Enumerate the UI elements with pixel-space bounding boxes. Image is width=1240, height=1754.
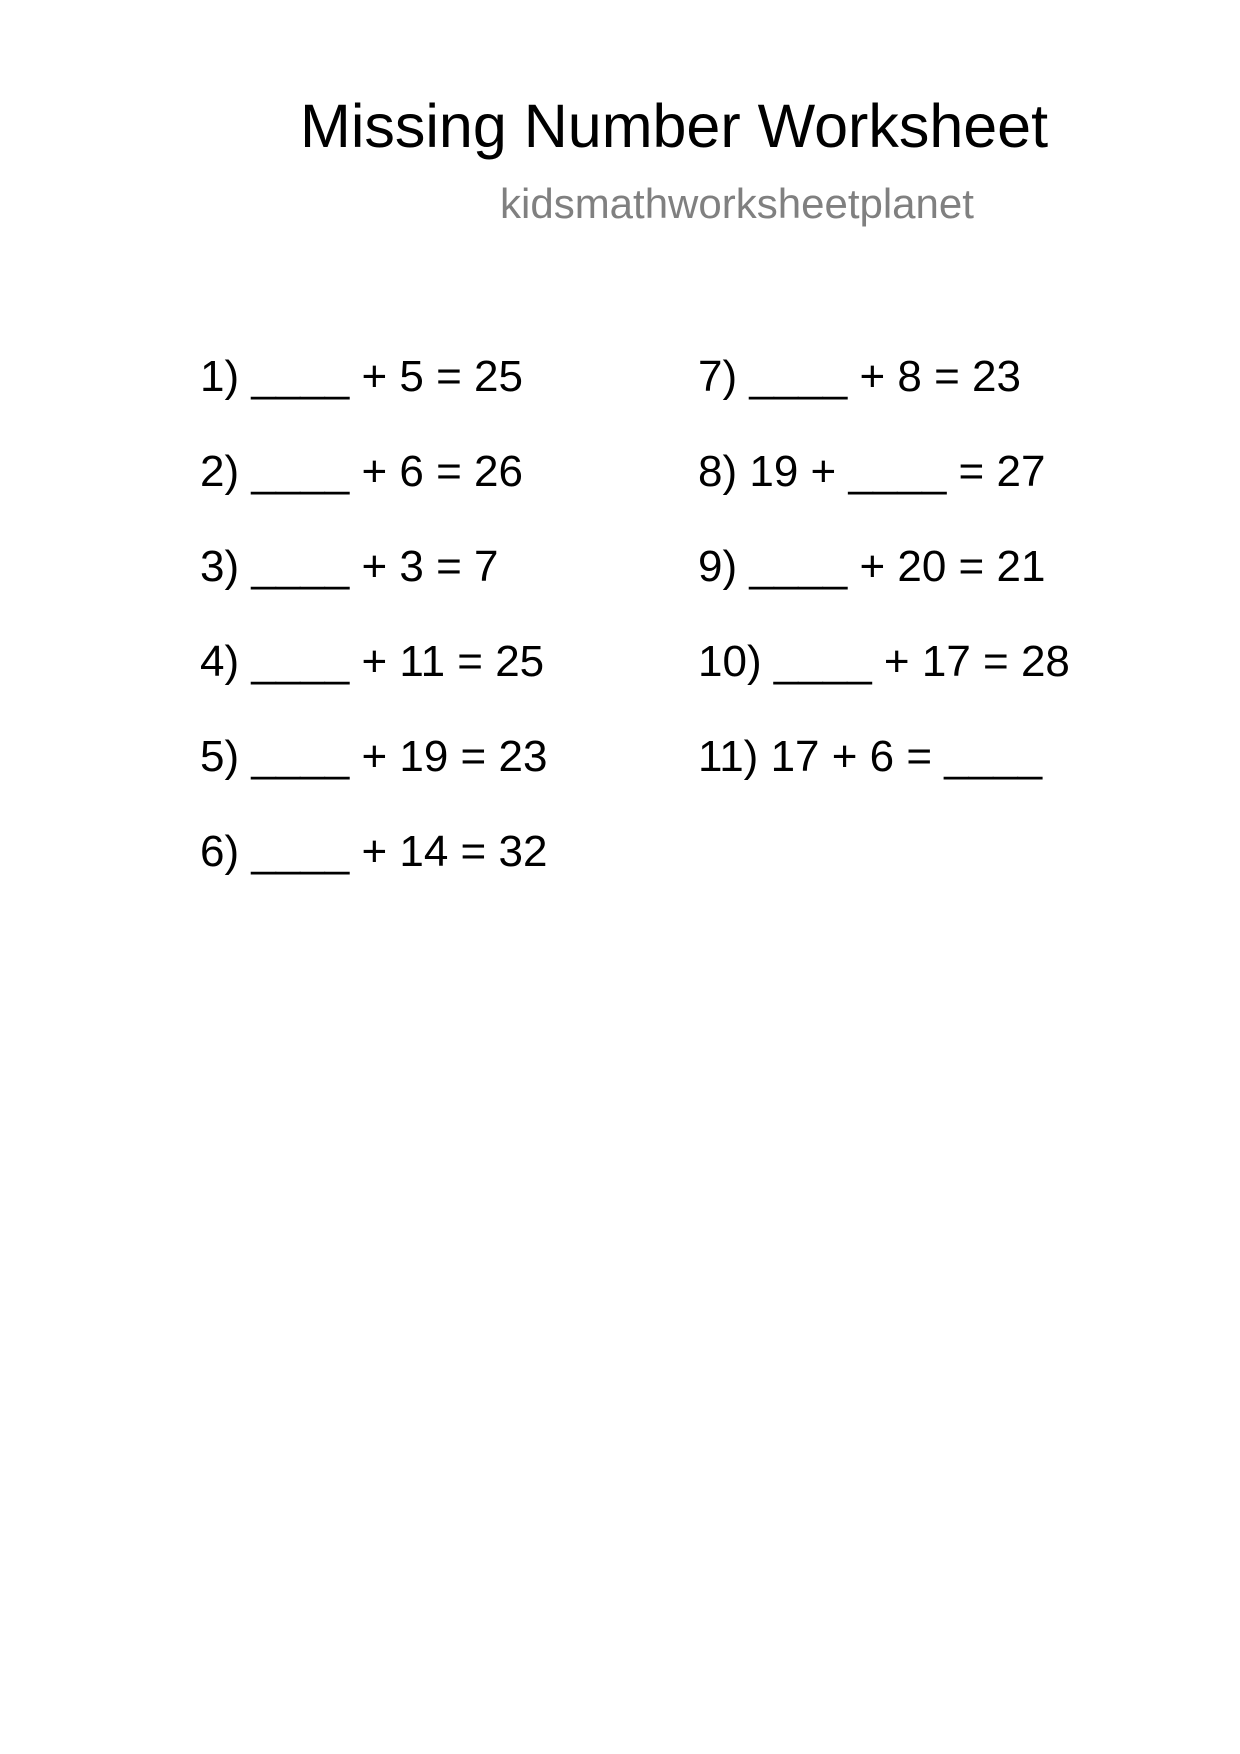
problem-4 xyxy=(200,637,547,732)
problem-equation: 19 + ____ = 27 xyxy=(749,447,1046,496)
problem-equation: ____ + 11 = 25 xyxy=(251,637,545,686)
problem-number: 5) xyxy=(200,732,240,781)
problem-equation: ____ + 3 = 7 xyxy=(251,542,499,591)
problem-equation: ____ + 8 = 23 xyxy=(749,352,1021,401)
problems-left-column xyxy=(200,352,547,922)
problem-equation: ____ + 14 = 32 xyxy=(251,827,548,876)
problem-number: 9) xyxy=(698,542,738,591)
problem-1 xyxy=(200,352,547,447)
problem-2 xyxy=(200,447,547,542)
problem-10 xyxy=(698,637,1070,732)
problem-6 xyxy=(200,827,547,922)
problem-number: 1) xyxy=(200,352,240,401)
problem-number: 3) xyxy=(200,542,240,591)
problem-9 xyxy=(698,542,1070,637)
problem-equation: ____ + 17 = 28 xyxy=(773,637,1070,686)
problem-equation: ____ + 19 = 23 xyxy=(251,732,548,781)
problem-3 xyxy=(200,542,547,637)
problem-number: 4) xyxy=(200,637,240,686)
problem-number: 7) xyxy=(698,352,738,401)
problem-number: 11) xyxy=(698,732,759,781)
problem-number: 10) xyxy=(698,637,762,686)
problem-8 xyxy=(698,447,1070,542)
problem-7 xyxy=(698,352,1070,447)
problem-equation: ____ + 5 = 25 xyxy=(251,352,523,401)
page-title: Missing Number Worksheet xyxy=(300,92,1049,160)
problem-number: 8) xyxy=(698,447,738,496)
problem-number: 2) xyxy=(200,447,240,496)
problem-5 xyxy=(200,732,547,827)
problem-equation: ____ + 6 = 26 xyxy=(251,447,523,496)
problem-number: 6) xyxy=(200,827,240,876)
site-watermark: kidsmathworksheetplanet xyxy=(500,180,974,227)
problems-right-column xyxy=(698,352,1070,827)
problem-11 xyxy=(698,732,1070,827)
problem-equation: 17 + 6 = ____ xyxy=(770,732,1043,781)
problem-equation: ____ + 20 = 21 xyxy=(749,542,1046,591)
